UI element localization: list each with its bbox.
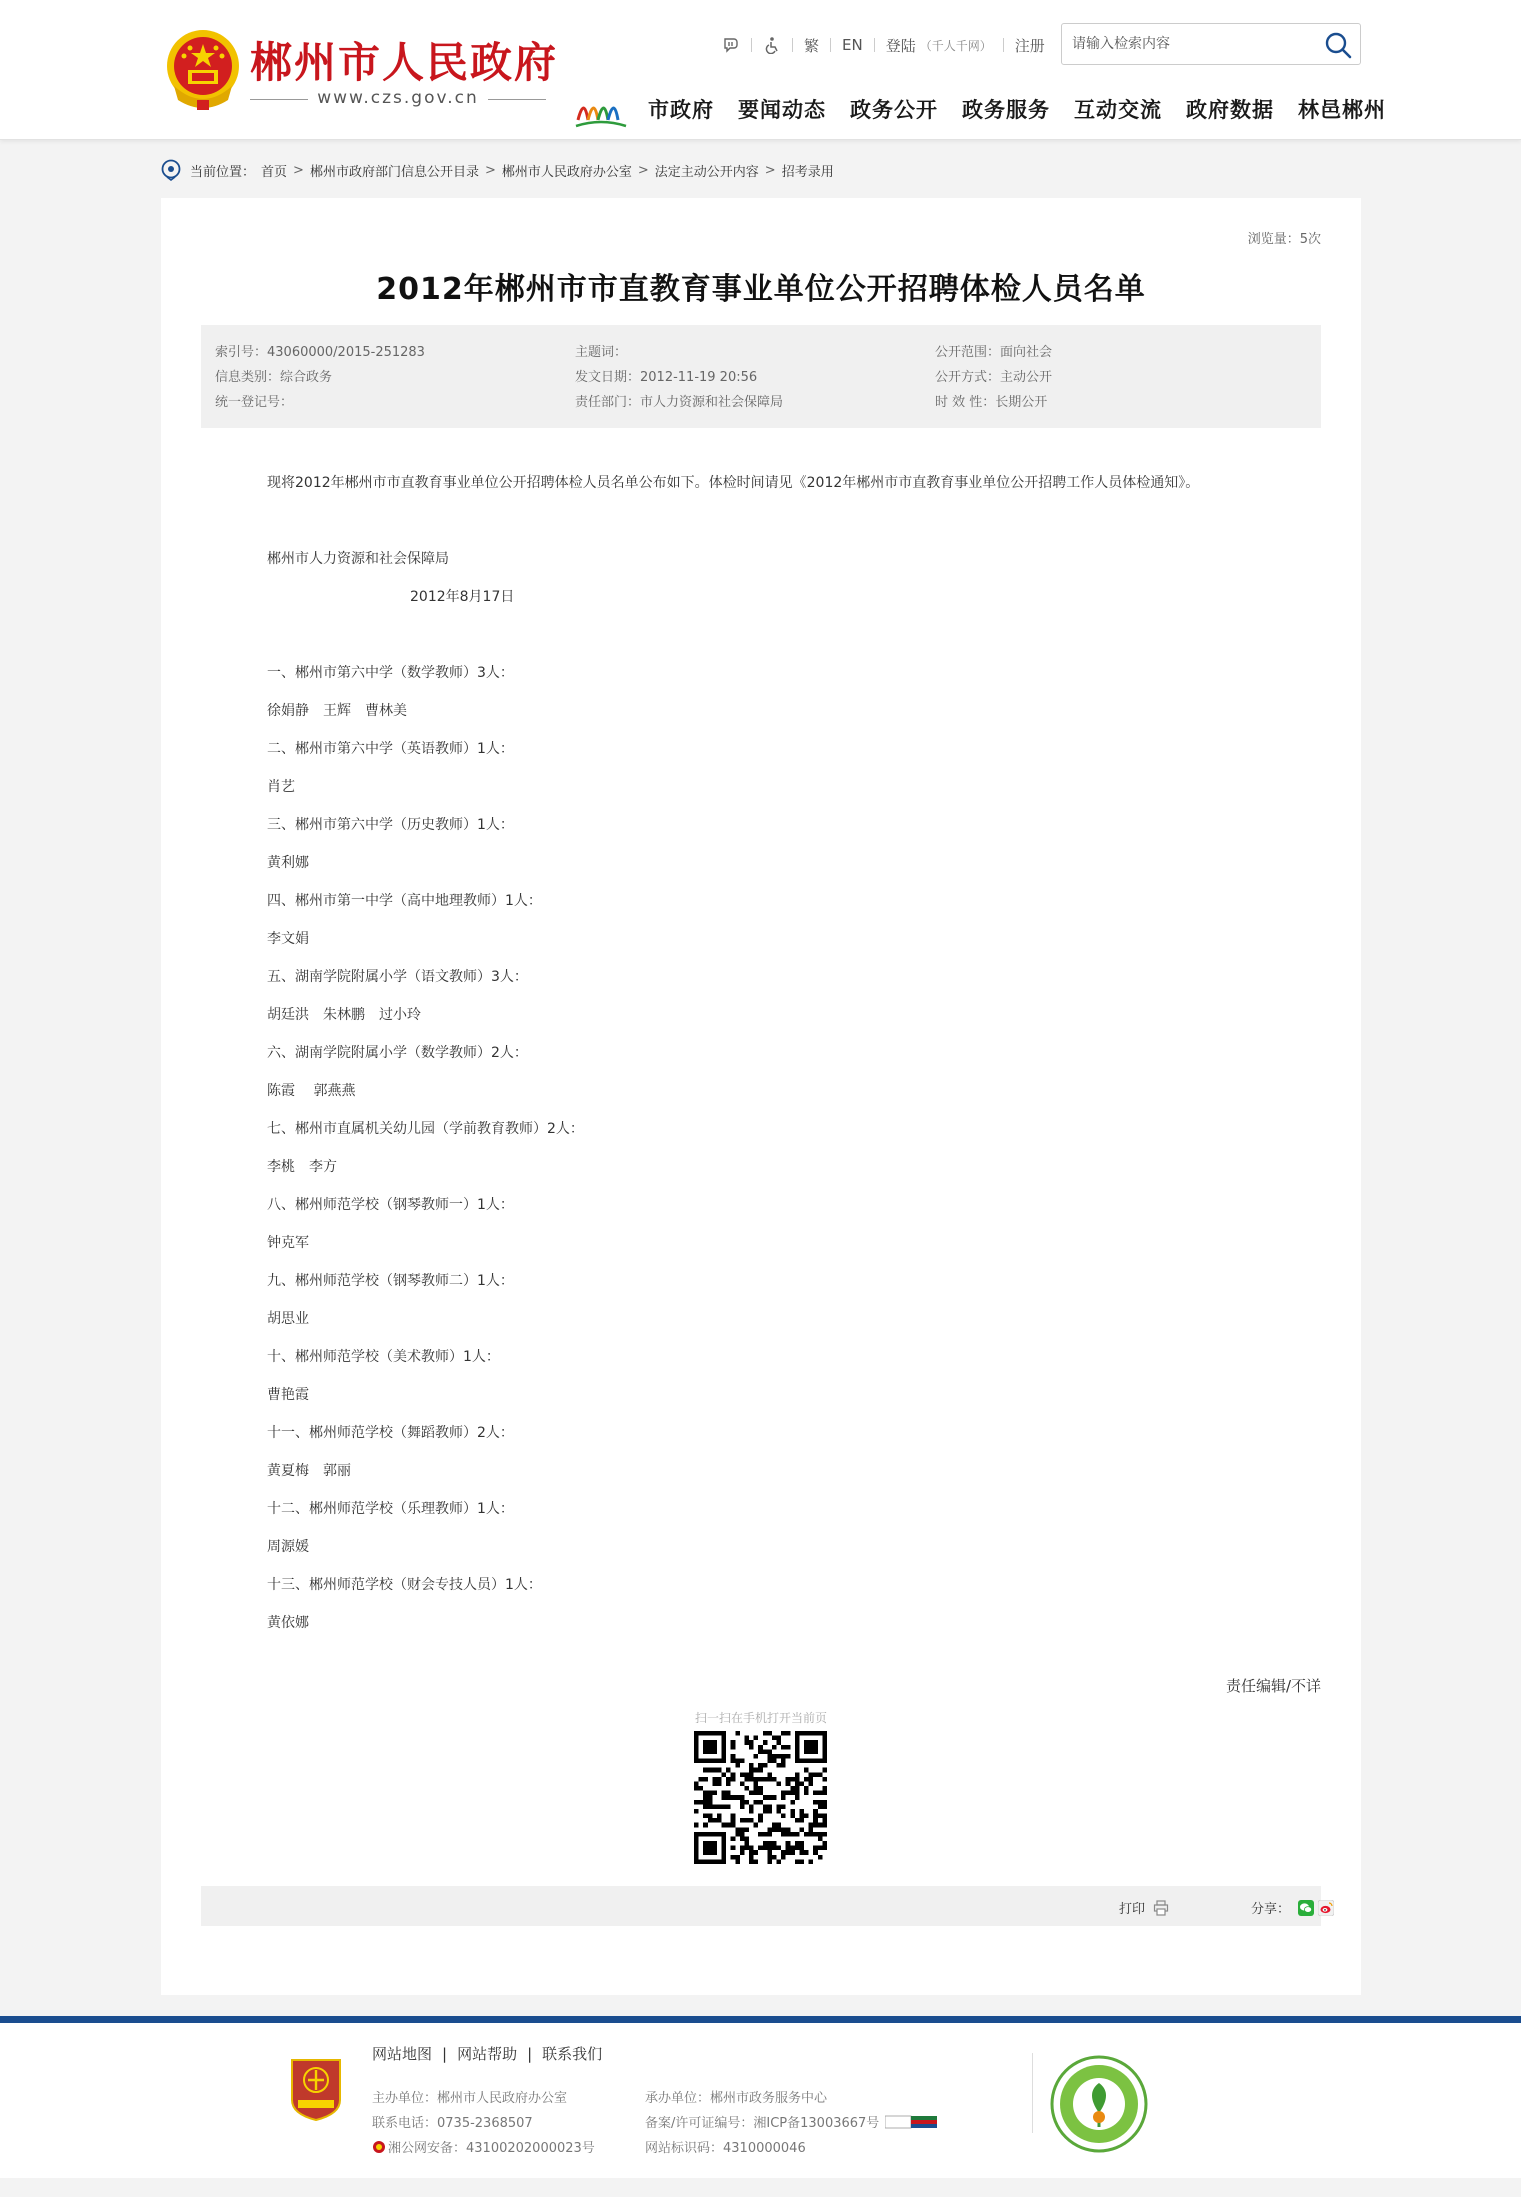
candidate-names: 陈霞 郭燕燕 xyxy=(267,1083,356,1099)
meta-reg-no: 统一登记号： xyxy=(215,395,294,410)
police-badge-icon xyxy=(372,2140,386,2154)
nav-item-news[interactable]: 要闻动态 xyxy=(738,98,826,122)
footer-links xyxy=(372,2043,602,2064)
signature-date: 2012年8月17日 xyxy=(410,589,515,605)
breadcrumb-label: 当前位置： xyxy=(190,164,256,180)
print-label: 打印 xyxy=(1119,1902,1146,1917)
signature-org: 郴州市人力资源和社会保障局 xyxy=(267,551,449,567)
top-links xyxy=(722,34,1045,56)
school-heading: 六、湖南学院附属小学（数学教师）2人： xyxy=(267,1045,528,1061)
accessibility-icon[interactable] xyxy=(763,36,781,54)
school-heading: 三、郴州市第六中学（历史教师）1人： xyxy=(267,817,514,833)
article-meta xyxy=(201,325,1321,428)
footer-icp-text: 备案/许可证编号：湘ICP备13003667号 xyxy=(645,2116,880,2131)
candidate-names: 黄夏梅 郭丽 xyxy=(267,1463,351,1479)
printer-icon xyxy=(1153,1900,1169,1916)
separator xyxy=(792,38,793,52)
breadcrumb xyxy=(161,158,834,182)
breadcrumb-recruitment[interactable]: 招考录用 xyxy=(781,164,834,180)
english-link[interactable]: EN xyxy=(842,36,863,54)
candidate-names: 肖艺 xyxy=(267,779,295,795)
candidate-names: 黄利娜 xyxy=(267,855,309,871)
school-heading: 十一、郴州师范学校（舞蹈教师）2人： xyxy=(267,1425,514,1441)
location-pin-icon xyxy=(161,159,181,181)
register-link[interactable]: 注册 xyxy=(1014,36,1045,55)
meta-scope: 公开范围：面向社会 xyxy=(935,345,1053,360)
meta-category: 信息类别：综合政务 xyxy=(215,370,333,385)
nav-brand-icon xyxy=(574,90,628,132)
candidate-names: 周源媛 xyxy=(267,1539,309,1555)
print-button[interactable] xyxy=(1119,1898,1169,1917)
school-heading: 九、郴州师范学校（钢琴教师二）1人： xyxy=(267,1273,514,1289)
article-title: 2012年郴州市市直教育事业单位公开招聘体检人员名单 xyxy=(376,272,1146,307)
school-heading: 十三、郴州师范学校（财会专技人员）1人： xyxy=(267,1577,542,1593)
separator xyxy=(830,38,831,52)
site-footer xyxy=(0,2023,1521,2178)
share-bar xyxy=(201,1886,1321,1926)
search-icon[interactable] xyxy=(1324,31,1352,59)
site-title[interactable]: 郴州市人民政府 xyxy=(250,38,559,87)
footer-contact-link[interactable]: 联系我们 xyxy=(542,2045,603,2063)
separator xyxy=(751,38,752,52)
nav-item-interaction[interactable]: 互动交流 xyxy=(1074,98,1162,122)
intro-paragraph: 现将2012年郴州市市直教育事业单位公开招聘体检人员名单公布如下。体检时间请见《2012年郴州市市直教育事业单位公开招聘工作人员体检通知》。 xyxy=(267,475,1200,491)
candidate-names: 李文娟 xyxy=(267,931,309,947)
nav-item-government-disclosure[interactable]: 政务公开 xyxy=(850,98,938,122)
meta-department: 责任部门：市人力资源和社会保障局 xyxy=(575,395,784,410)
responsible-editor: 责任编辑/不详 xyxy=(1225,1677,1321,1695)
school-heading: 四、郴州市第一中学（高中地理教师）1人： xyxy=(267,893,542,909)
separator: | xyxy=(442,2045,448,2063)
candidate-names: 胡廷洪 朱林鹏 过小玲 xyxy=(267,1007,421,1023)
login-sublabel: （千人千网） xyxy=(919,38,992,53)
school-heading: 十、郴州师范学校（美术教师）1人： xyxy=(267,1349,500,1365)
site-header xyxy=(0,0,1521,140)
footer-organizer: 承办单位：郴州市政务服务中心 xyxy=(645,2091,828,2106)
cnzz-badge-icon xyxy=(885,2115,937,2129)
traditional-chinese-link[interactable]: 繁 xyxy=(804,36,820,55)
qr-caption: 扫一扫在手机打开当前页 xyxy=(694,1711,827,1725)
school-heading: 八、郴州师范学校（钢琴教师一）1人： xyxy=(267,1197,514,1213)
breadcrumb-separator: > xyxy=(637,162,649,178)
separator: | xyxy=(527,2045,533,2063)
footer-host: 主办单位：郴州市人民政府办公室 xyxy=(372,2091,568,2106)
footer-police-record[interactable] xyxy=(372,2137,595,2156)
meta-index-no: 索引号：43060000/2015-251283 xyxy=(215,345,425,360)
school-heading: 二、郴州市第六中学（英语教师）1人： xyxy=(267,741,514,757)
share-label: 分享： xyxy=(1251,1902,1291,1917)
separator xyxy=(1003,38,1004,52)
school-heading: 十二、郴州师范学校（乐理教师）1人： xyxy=(267,1501,514,1517)
meta-validity: 时 效 性：长期公开 xyxy=(935,395,1048,410)
nav-item-city-government[interactable]: 市政府 xyxy=(648,98,714,122)
weibo-icon[interactable] xyxy=(1318,1900,1334,1916)
breadcrumb-separator: > xyxy=(293,162,304,178)
footer-divider xyxy=(1032,2053,1033,2133)
meta-method: 公开方式：主动公开 xyxy=(935,370,1053,385)
candidate-names: 曹艳霞 xyxy=(267,1387,309,1403)
school-heading: 一、郴州市第六中学（数学教师）3人： xyxy=(267,665,514,681)
wechat-icon[interactable] xyxy=(1298,1900,1314,1916)
site-url: www.czs.gov.cn xyxy=(250,88,546,108)
school-heading: 七、郴州市直属机关幼儿园（学前教育教师）2人： xyxy=(267,1121,584,1137)
party-government-badge-icon[interactable] xyxy=(288,2056,344,2122)
candidate-names: 胡思业 xyxy=(267,1311,309,1327)
elderly-mode-icon[interactable] xyxy=(722,36,740,54)
view-count: 浏览量：5次 xyxy=(1247,232,1321,247)
civilized-city-badge-icon[interactable] xyxy=(1050,2055,1148,2153)
main-nav xyxy=(648,94,1386,124)
footer-divider-bar xyxy=(0,2016,1521,2023)
share-group xyxy=(1251,1898,1334,1917)
footer-police-text: 湘公网安备：43100202000023号 xyxy=(388,2141,595,2156)
footer-sitemap-link[interactable]: 网站地图 xyxy=(372,2045,433,2063)
meta-issue-date: 发文日期：2012-11-19 20:56 xyxy=(575,370,758,385)
breadcrumb-office[interactable]: 郴州市人民政府办公室 xyxy=(501,164,632,180)
qr-code xyxy=(694,1731,827,1864)
candidate-names: 李桃 李方 xyxy=(267,1159,337,1175)
footer-site-code: 网站标识码：4310000046 xyxy=(645,2141,806,2156)
breadcrumb-separator: > xyxy=(764,162,776,178)
login-link[interactable]: 登陆 xyxy=(885,36,916,55)
candidate-names: 黄依娜 xyxy=(267,1615,309,1631)
nav-item-government-services[interactable]: 政务服务 xyxy=(962,98,1050,122)
search-box xyxy=(1061,23,1361,65)
breadcrumb-disclosure[interactable]: 法定主动公开内容 xyxy=(654,164,759,180)
national-emblem-icon xyxy=(164,26,242,112)
footer-phone: 联系电话：0735-2368507 xyxy=(372,2116,533,2131)
breadcrumb-home[interactable]: 首页 xyxy=(261,164,288,180)
separator xyxy=(874,38,875,52)
breadcrumb-directory[interactable]: 郴州市政府部门信息公开目录 xyxy=(309,164,479,180)
article-card xyxy=(161,198,1361,1995)
meta-keywords: 主题词： xyxy=(575,345,628,360)
breadcrumb-separator: > xyxy=(484,162,496,178)
nav-item-government-data[interactable]: 政府数据 xyxy=(1186,98,1274,122)
footer-icp-record[interactable] xyxy=(645,2112,937,2131)
nav-item-linyi-chenzhou[interactable]: 林邑郴州 xyxy=(1298,98,1386,122)
search-input[interactable] xyxy=(1072,24,1312,64)
school-heading: 五、湖南学院附属小学（语文教师）3人： xyxy=(267,969,528,985)
candidate-names: 钟克军 xyxy=(267,1235,309,1251)
footer-help-link[interactable]: 网站帮助 xyxy=(457,2045,518,2063)
candidate-names: 徐娟静 王辉 曹林美 xyxy=(267,703,407,719)
